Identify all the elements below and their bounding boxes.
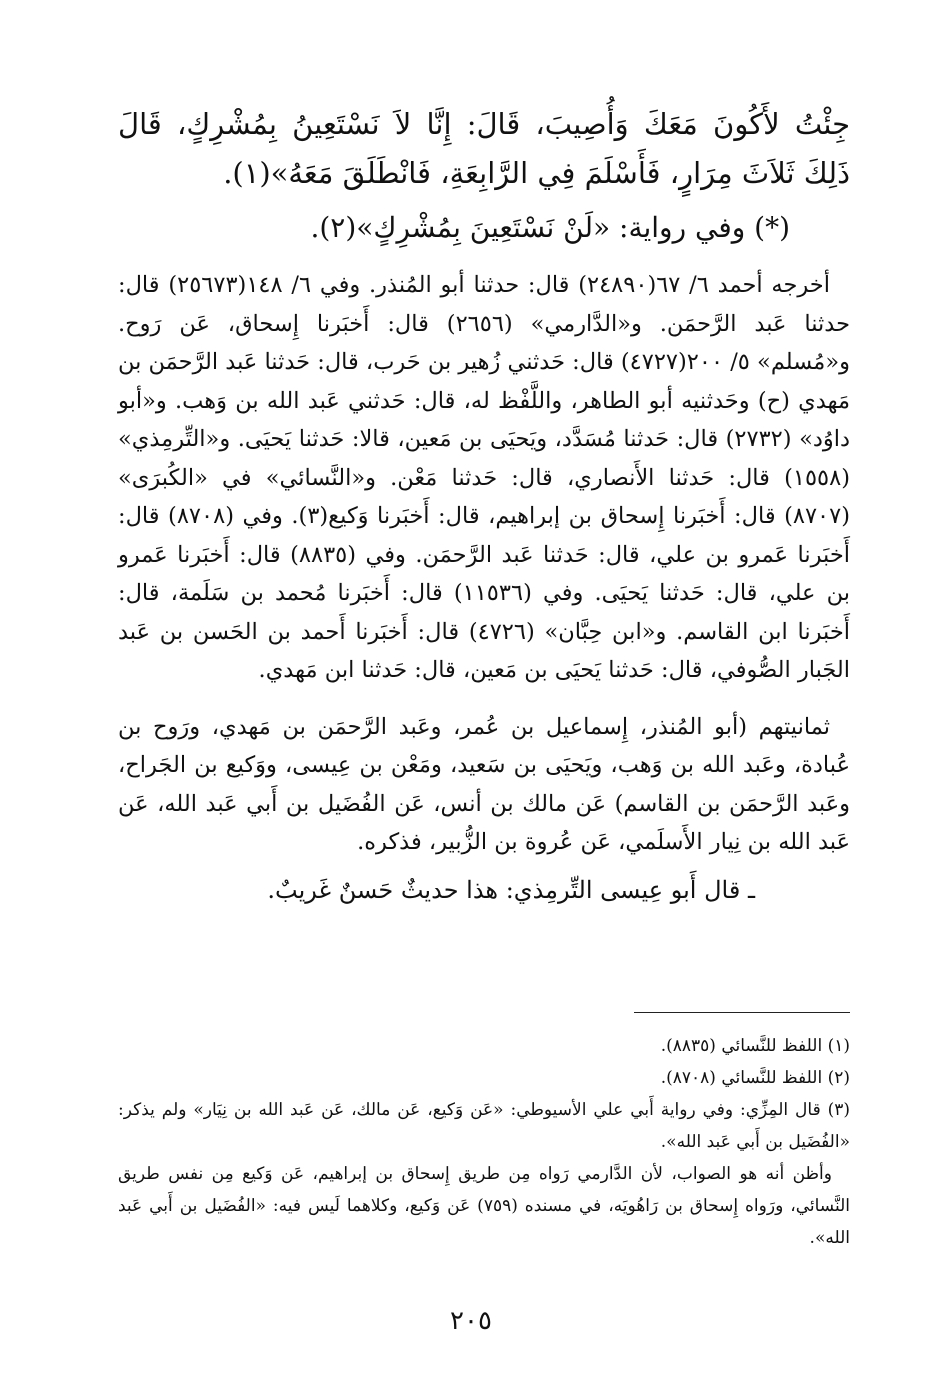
alternate-narration: (*) وفي رواية: «لَنْ نَسْتَعِينَ بِمُشْرِكٍ»(٢). xyxy=(310,211,790,244)
narrators-paragraph: ثمانيتهم (أبو المُنذر، إِسماعيل بن عُمر، وعَبد الرَّحمَن بن مَهدي، ورَوح بن عُبادة، وعَبد الله بن وَهب، ويَحيَى بن سَعيد، ومَعْن بن عِيسى، ووَكيع بن الجَراح، وعَبد الرَّحمَن بن القاسم) عَن مالك بن أنس، عَن الفُضَيل بن أَبي عَبد الله، عَن عَبد الله بن نِيار الأَسلَمي، عَن عُروة بن الزُّبير، فذكره. xyxy=(118,713,850,855)
footnote-divider xyxy=(634,1012,850,1013)
footnote-2: (٢) اللفظ للنَّسائي (٨٧٠٨). xyxy=(660,1068,850,1088)
footnotes xyxy=(118,1030,850,1254)
page-number: ٢٠٥ xyxy=(450,1306,492,1336)
hadith-text: جِئْتُ لأَكُونَ مَعَكَ وَأُصِيبَ، قَالَ: إِنَّا لاَ نَسْتَعِينُ بِمُشْرِكٍ، قَالَ ذَلِكَ ثَلاَثَ مِرَارٍ، فَأَسْلَمَ فِي الرَّابِعَةِ، فَانْطَلَقَ مَعَهُ»(١). xyxy=(118,107,850,190)
takhrij-paragraph: أخرجه أحمد ٦/ ٦٧(٢٤٨٩٠) قال: حدثنا أبو المُنذر. وفي ٦/ ١٤٨(٢٥٦٧٣) قال: حدثنا عَبد الرَّحمَن. و«الدَّارمي» (٢٦٥٦) قال: أَخبَرنا إِسحاق، عَن رَوح. و«مُسلم» ٥/ ٢٠٠(٤٧٢٧) قال: حَدثني زُهير بن حَرب، قال: حَدثنا عَبد الرَّحمَن بن مَهدي (ح) وحَدثنيه أبو الطاهر، واللَّفْظ له، قال: حَدثني عَبد الله بن وَهب. و«أبو داوُد» (٢٧٣٢) قال: حَدثنا مُسَدَّد، ويَحيَى بن مَعين، قالا: حَدثنا يَحيَى. و«التِّرمِذي» (١٥٥٨) قال: حَدثنا الأَنصاري، قال: حَدثنا مَعْن. و«النَّسائي» في «الكُبرَى» (٨٧٠٧) قال: أَخبَرنا إِسحاق بن إبراهيم، قال: أَخبَرنا وَكيع(٣). وفي (٨٧٠٨) قال: أَخبَرنا عَمرو بن علي، قال: حَدثنا عَبد الرَّحمَن. وفي (٨٨٣٥) قال: أَخبَرنا عَمرو بن علي، قال: حَدثنا يَحيَى. وفي (١١٥٣٦) قال: أَخبَرنا مُحمد بن سَلَمة، قال: أَخبَرنا ابن القاسم. و«ابن حِبَّان» (٤٧٢٦) قال: أَخبَرنا أَحمد بن الحَسن بن عَبد الجَبار الصُّوفي، قال: حَدثنا يَحيَى بن مَعين، قال: حَدثنا ابن مَهدي. xyxy=(118,272,851,683)
tirmidhi-judgment: ـ قال أَبو عِيسى التِّرمِذي: هذا حديثٌ حَسنٌ غَريبٌ. xyxy=(267,875,755,904)
footnote-3: (٣) قال المِزِّي: وفي رواية أَبي علي الأسيوطي: «عَن وَكيع، عَن مالك، عَن عَبد الله بن نِيَار» ولم يذكر: «الفُضَيل بن أَبي عَبد الله». xyxy=(118,1100,850,1152)
footnote-1: (١) اللفظ للنَّسائي (٨٨٣٥). xyxy=(660,1036,850,1056)
footnote-3-continuation: وأظن أنه هو الصواب، لأن الدَّارمي رَواه مِن طريق إِسحاق بن إبراهيم، عَن وَكيع مِن نفس طريق النَّسائي، ورَواه إِسحاق بن رَاهُويَه، في مسنده (٧٥٩) عَن وَكيع، وكلاهما لَيس فيه: «الفُضَيل بن أَبي عَبد الله». xyxy=(118,1164,850,1248)
